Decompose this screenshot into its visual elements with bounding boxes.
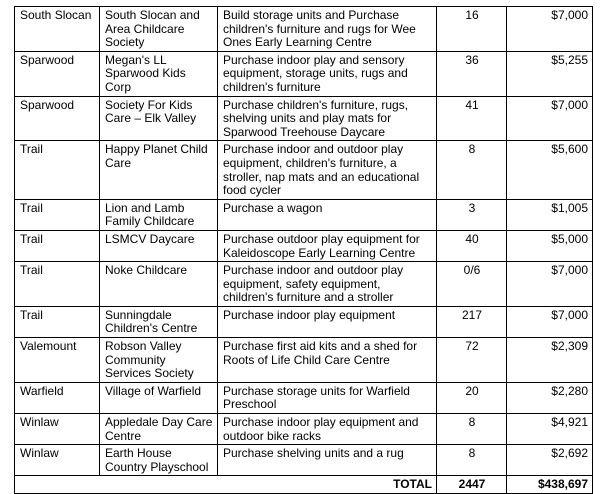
community-cell: Valemount	[15, 338, 100, 383]
amount-cell: $5,255	[507, 51, 593, 96]
community-cell: Sparwood	[15, 96, 100, 141]
organization-cell: Earth House Country Playschool	[100, 445, 218, 476]
project-cell: Purchase indoor play and sensory equipment, storage units, rugs and children's furniture	[218, 51, 437, 96]
organization-cell: Village of Warfield	[100, 382, 218, 413]
table-row	[15, 382, 593, 413]
table-row	[15, 230, 593, 261]
spaces-cell: 8	[437, 445, 507, 476]
project-cell: Purchase indoor play equipment	[218, 306, 437, 337]
community-cell: Trail	[15, 306, 100, 337]
community-cell: South Slocan	[15, 7, 100, 52]
project-cell: Purchase storage units for Warfield Preschool	[218, 382, 437, 413]
organization-cell: Robson Valley Community Services Society	[100, 338, 218, 383]
amount-cell: $2,280	[507, 382, 593, 413]
organization-cell: Appledale Day Care Centre	[100, 414, 218, 445]
community-cell: Sparwood	[15, 51, 100, 96]
community-cell: Winlaw	[15, 414, 100, 445]
organization-cell: Society For Kids Care – Elk Valley	[100, 96, 218, 141]
table-row	[15, 338, 593, 383]
community-cell: Trail	[15, 199, 100, 230]
table-row	[15, 141, 593, 199]
project-cell: Purchase indoor and outdoor play equipment, children's furniture, a stroller, nap mats and an educational food cycler	[218, 141, 437, 199]
table-row	[15, 414, 593, 445]
spaces-cell: 41	[437, 96, 507, 141]
amount-cell: $2,309	[507, 338, 593, 383]
project-cell: Purchase indoor and outdoor play equipment, safety equipment, children's furniture and a stroller	[218, 262, 437, 307]
table-row	[15, 445, 593, 476]
project-cell: Purchase shelving units and a rug	[218, 445, 437, 476]
spaces-cell: 8	[437, 141, 507, 199]
organization-cell: South Slocan and Area Childcare Society	[100, 7, 218, 52]
community-cell: Winlaw	[15, 445, 100, 476]
grants-table	[14, 6, 593, 494]
amount-cell: $7,000	[507, 262, 593, 307]
organization-cell: Happy Planet Child Care	[100, 141, 218, 199]
total-spaces: 2447	[437, 476, 507, 494]
community-cell: Trail	[15, 262, 100, 307]
spaces-cell: 0/6	[437, 262, 507, 307]
organization-cell: Megan's LL Sparwood Kids Corp	[100, 51, 218, 96]
community-cell: Warfield	[15, 382, 100, 413]
spaces-cell: 217	[437, 306, 507, 337]
organization-cell: Lion and Lamb Family Childcare	[100, 199, 218, 230]
amount-cell: $7,000	[507, 96, 593, 141]
community-cell: Trail	[15, 230, 100, 261]
table-row	[15, 306, 593, 337]
spaces-cell: 20	[437, 382, 507, 413]
community-cell: Trail	[15, 141, 100, 199]
total-row	[15, 476, 593, 494]
amount-cell: $5,000	[507, 230, 593, 261]
project-cell: Purchase a wagon	[218, 199, 437, 230]
table-row	[15, 7, 593, 52]
table-row	[15, 199, 593, 230]
spaces-cell: 72	[437, 338, 507, 383]
project-cell: Build storage units and Purchase children's furniture and rugs for Wee Ones Early Learning Centre	[218, 7, 437, 52]
project-cell: Purchase indoor play equipment and outdoor bike racks	[218, 414, 437, 445]
spaces-cell: 36	[437, 51, 507, 96]
total-label: TOTAL	[15, 476, 437, 494]
table-row	[15, 96, 593, 141]
project-cell: Purchase outdoor play equipment for Kaleidoscope Early Learning Centre	[218, 230, 437, 261]
organization-cell: LSMCV Daycare	[100, 230, 218, 261]
organization-cell: Sunningdale Children's Centre	[100, 306, 218, 337]
amount-cell: $7,000	[507, 7, 593, 52]
project-cell: Purchase children's furniture, rugs, shelving units and play mats for Sparwood Treehouse Daycare	[218, 96, 437, 141]
organization-cell: Noke Childcare	[100, 262, 218, 307]
project-cell: Purchase first aid kits and a shed for Roots of Life Child Care Centre	[218, 338, 437, 383]
spaces-cell: 3	[437, 199, 507, 230]
amount-cell: $1,005	[507, 199, 593, 230]
amount-cell: $4,921	[507, 414, 593, 445]
total-amount: $438,697	[507, 476, 593, 494]
amount-cell: $7,000	[507, 306, 593, 337]
table-row	[15, 51, 593, 96]
spaces-cell: 40	[437, 230, 507, 261]
grants-table-body	[15, 7, 593, 494]
amount-cell: $2,692	[507, 445, 593, 476]
amount-cell: $5,600	[507, 141, 593, 199]
table-row	[15, 262, 593, 307]
spaces-cell: 8	[437, 414, 507, 445]
spaces-cell: 16	[437, 7, 507, 52]
